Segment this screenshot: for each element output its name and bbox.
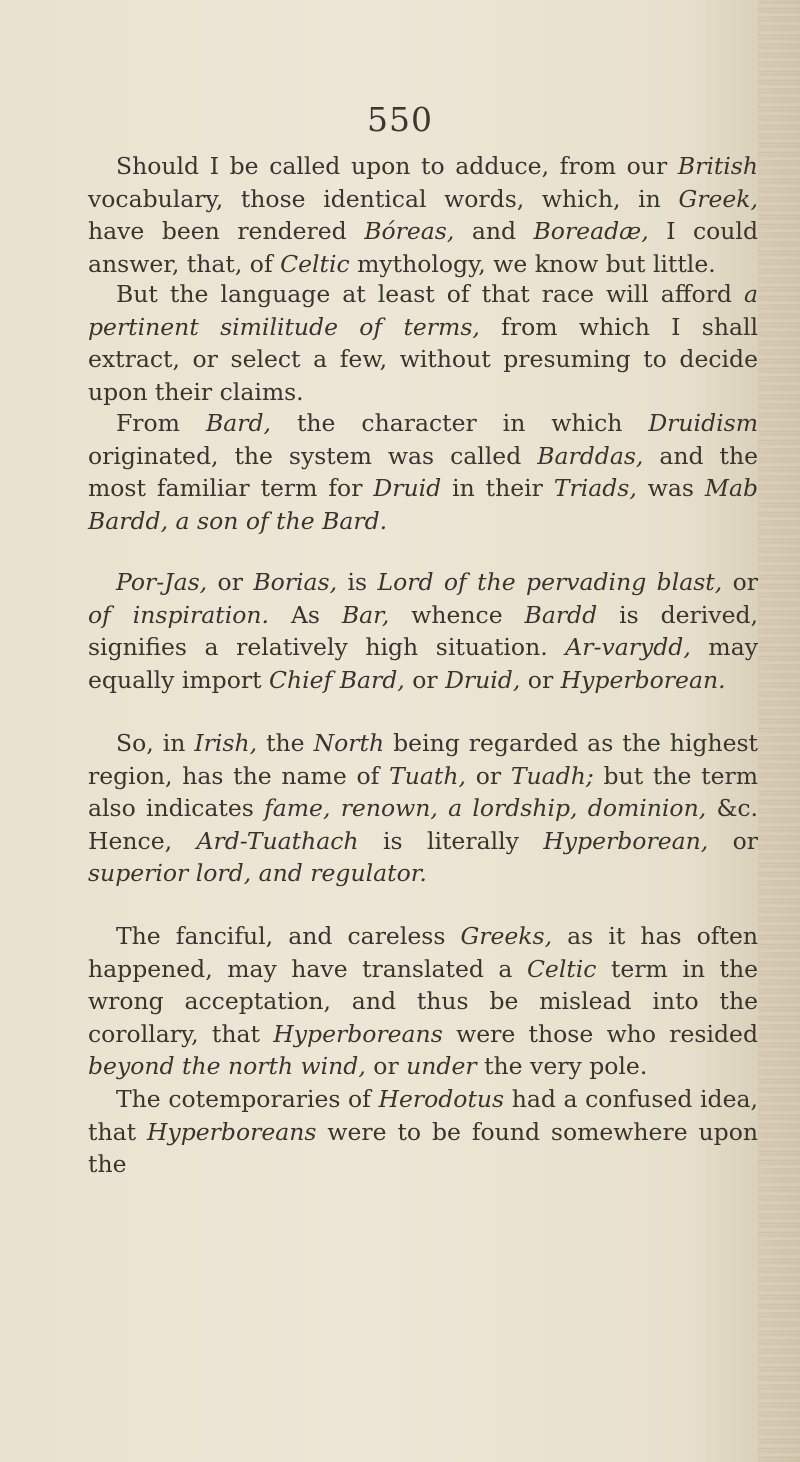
italic-run: Hyperborean, bbox=[543, 826, 709, 855]
text-run: But the language at least of that race will afford bbox=[116, 280, 744, 308]
italic-run: Celtic bbox=[280, 249, 350, 278]
text-run: is derived, signifies a relatively high situation. bbox=[88, 600, 758, 661]
text-run: So, in bbox=[116, 729, 195, 757]
italic-run: Bardd bbox=[524, 600, 598, 629]
italic-run: Tuadh; bbox=[510, 761, 594, 790]
italic-run: Boreadæ, bbox=[533, 217, 649, 245]
paragraph bbox=[88, 727, 758, 890]
italic-run: Bóreas, bbox=[364, 217, 455, 245]
italic-run: Druid bbox=[373, 474, 442, 502]
italic-run: Greeks, bbox=[460, 922, 553, 950]
text-run: had a confused idea, that bbox=[88, 1085, 758, 1146]
italic-run: Chief Bard, bbox=[269, 665, 405, 694]
italic-run: Ard-Tuathach bbox=[196, 826, 359, 855]
italic-run: Hyperboreans bbox=[146, 1117, 317, 1146]
text-run: I could answer, that, of bbox=[88, 217, 758, 278]
paragraph bbox=[88, 566, 758, 696]
italic-run: Barddas, bbox=[537, 441, 644, 470]
italic-run: Triads, bbox=[553, 474, 637, 502]
text-run: in their bbox=[441, 474, 554, 502]
text-run: mythology, we know but little. bbox=[349, 249, 716, 278]
text-run: As bbox=[269, 600, 342, 629]
italic-run: Druid, bbox=[445, 665, 521, 694]
text-run: whence bbox=[389, 600, 525, 629]
text-run: is bbox=[337, 568, 378, 596]
italic-run: Mab Bardd, a son of the Bard. bbox=[88, 474, 759, 535]
italic-run: Bar, bbox=[341, 600, 390, 629]
text-run: or bbox=[465, 761, 511, 790]
paragraph bbox=[88, 920, 758, 1083]
text-run: were to be found somewhere upon the bbox=[88, 1117, 758, 1178]
paragraph bbox=[88, 278, 758, 408]
italic-run: North bbox=[313, 729, 385, 757]
text-run: being regarded as the highest region, has the name of bbox=[88, 729, 758, 790]
text-run: were those who resided bbox=[442, 1019, 758, 1048]
italic-run: Irish, bbox=[194, 729, 258, 757]
italic-run: Greek, bbox=[678, 184, 758, 213]
text-run: from which I shall extract, or select a few, without presuming to decide upon their claims. bbox=[88, 312, 759, 406]
italic-run: Borias, bbox=[253, 568, 338, 596]
text-run: originated, the system was called bbox=[88, 441, 538, 470]
paragraph bbox=[88, 150, 758, 280]
page-number: 550 bbox=[367, 100, 433, 139]
paragraph bbox=[88, 1083, 758, 1181]
italic-run: Lord of the pervading blast, bbox=[377, 568, 723, 596]
text-run: or bbox=[520, 665, 561, 694]
text-run: the very pole. bbox=[476, 1052, 648, 1080]
italic-run: beyond the north wind, bbox=[88, 1052, 366, 1080]
text-run: the character in which bbox=[270, 409, 649, 437]
text-run: have been rendered bbox=[88, 217, 365, 245]
text-run: or bbox=[722, 568, 759, 596]
italic-run: a pertinent similitude of terms, bbox=[88, 280, 758, 341]
italic-run: Ar-varydd, bbox=[565, 633, 691, 661]
text-run: Should I be called upon to adduce, from our bbox=[116, 152, 678, 180]
text-run: term in the wrong acceptation, and thus be mislead into the corollary, that bbox=[88, 954, 758, 1048]
text-run: or bbox=[365, 1052, 407, 1080]
italic-run: superior lord, and regulator. bbox=[88, 859, 427, 887]
text-run: vocabulary, those identical words, which, in bbox=[88, 184, 679, 213]
text-run: the bbox=[257, 729, 314, 757]
italic-run: Herodotus bbox=[378, 1085, 505, 1113]
text-run: may equally import bbox=[88, 633, 758, 694]
italic-run: Tuath, bbox=[389, 761, 466, 790]
text-run: as it has often happened, may have translated a bbox=[88, 922, 758, 983]
italic-run: Hyperborean. bbox=[560, 665, 726, 694]
italic-run: Bard, bbox=[205, 409, 271, 437]
text-run: The cotemporaries of bbox=[116, 1085, 379, 1113]
paragraph bbox=[88, 407, 758, 537]
text-run: but the term also indicates bbox=[88, 761, 758, 822]
italic-run: Por-Jas, bbox=[116, 568, 208, 596]
text-run: or bbox=[708, 826, 759, 855]
italic-run: under bbox=[406, 1052, 477, 1080]
italic-run: British bbox=[677, 152, 758, 180]
italic-run: of inspiration. bbox=[88, 600, 270, 629]
italic-run: Druidism bbox=[648, 409, 758, 437]
italic-run: Hyperboreans bbox=[273, 1019, 443, 1048]
text-run: or bbox=[404, 665, 446, 694]
text-run: was bbox=[636, 474, 705, 502]
text-run: or bbox=[207, 568, 254, 596]
text-run: The fanciful, and careless bbox=[116, 922, 461, 950]
page-edge bbox=[758, 0, 800, 1462]
text-run: is literally bbox=[358, 826, 544, 855]
text-run: From bbox=[116, 409, 206, 437]
text-run: and bbox=[454, 217, 534, 245]
text-run: &c. Hence, bbox=[88, 794, 758, 855]
text-run: and the most familiar term for bbox=[88, 441, 758, 502]
italic-run: Celtic bbox=[526, 954, 597, 983]
italic-run: fame, renown, a lordship, dominion, bbox=[264, 794, 707, 822]
